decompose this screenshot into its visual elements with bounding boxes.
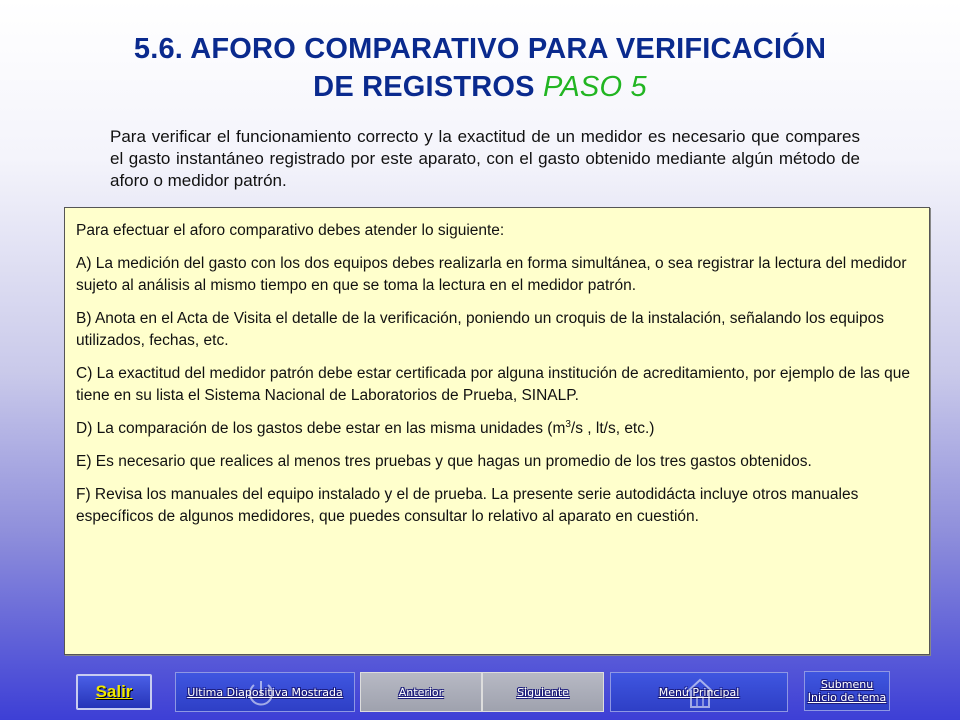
title-line-1: 5.6. AFORO COMPARATIVO PARA VERIFICACIÓN <box>133 33 827 65</box>
main-menu-label: Menú Principal <box>658 685 740 699</box>
intro-paragraph: Para verificar el funcionamiento correcto y la exactitud de un medidor es necesario que compares el gasto instantáneo registrado por este aparato, con el gasto obtenido mediante algún método de aforo o medidor patrón. <box>110 127 860 190</box>
title-main: DE REGISTROS <box>313 71 535 103</box>
main-menu-button[interactable] <box>610 672 788 712</box>
item-d-text: D) La comparación de los gastos debe estar en las misma unidades (m <box>76 420 566 437</box>
previous-button[interactable]: Anterior <box>360 672 482 712</box>
item-f: F) Revisa los manuales del equipo instalado y el de prueba. La presente serie autodidácta incluye otros manuales específicos de algunos medidores, que puedes consultar lo relativo al aparato en cuestión. <box>76 486 859 525</box>
topic-start-label: Inicio de tema <box>807 691 887 704</box>
next-button[interactable]: Siguiente <box>482 672 604 712</box>
item-c: C) La exactitud del medidor patrón debe estar certificada por alguna institución de acreditamiento, por ejemplo de las que tiene en su lista el Sistema Nacional de Laboratorios de Prueba, SINALP. <box>76 365 911 404</box>
exit-button[interactable]: Salir <box>76 674 152 710</box>
item-b: B) Anota en el Acta de Visita el detalle de la verificación, poniendo un croquis de la instalación, señalando los equipos utilizados, fechas, etc. <box>76 310 884 349</box>
page-title <box>0 30 960 106</box>
item-d-units: /s , lt/s, etc.) <box>570 420 655 437</box>
submenu-button[interactable] <box>804 671 890 711</box>
item-e: E) Es necesario que realices al menos tres pruebas y que hagas un promedio de los tres gastos obtenidos. <box>76 453 812 470</box>
title-step: PASO 5 <box>542 71 647 103</box>
last-viewed-label: Ultima Diapositiva Mostrada <box>187 685 343 699</box>
box-lead: Para efectuar el aforo comparativo debes atender lo siguiente: <box>76 222 505 239</box>
last-viewed-slide-button[interactable] <box>175 672 355 712</box>
item-a: A) La medición del gasto con los dos equipos debes realizarla en forma simultánea, o sea registrar la lectura del medidor sujeto al análisis al mismo tiempo en que se toma la lectura en el medidor patrón. <box>76 255 907 294</box>
item-d <box>76 418 917 440</box>
title-line-2 <box>0 68 960 106</box>
submenu-label: Submenu <box>820 678 874 691</box>
instructions-box <box>64 207 930 655</box>
superscript-3: 3 <box>565 418 571 430</box>
